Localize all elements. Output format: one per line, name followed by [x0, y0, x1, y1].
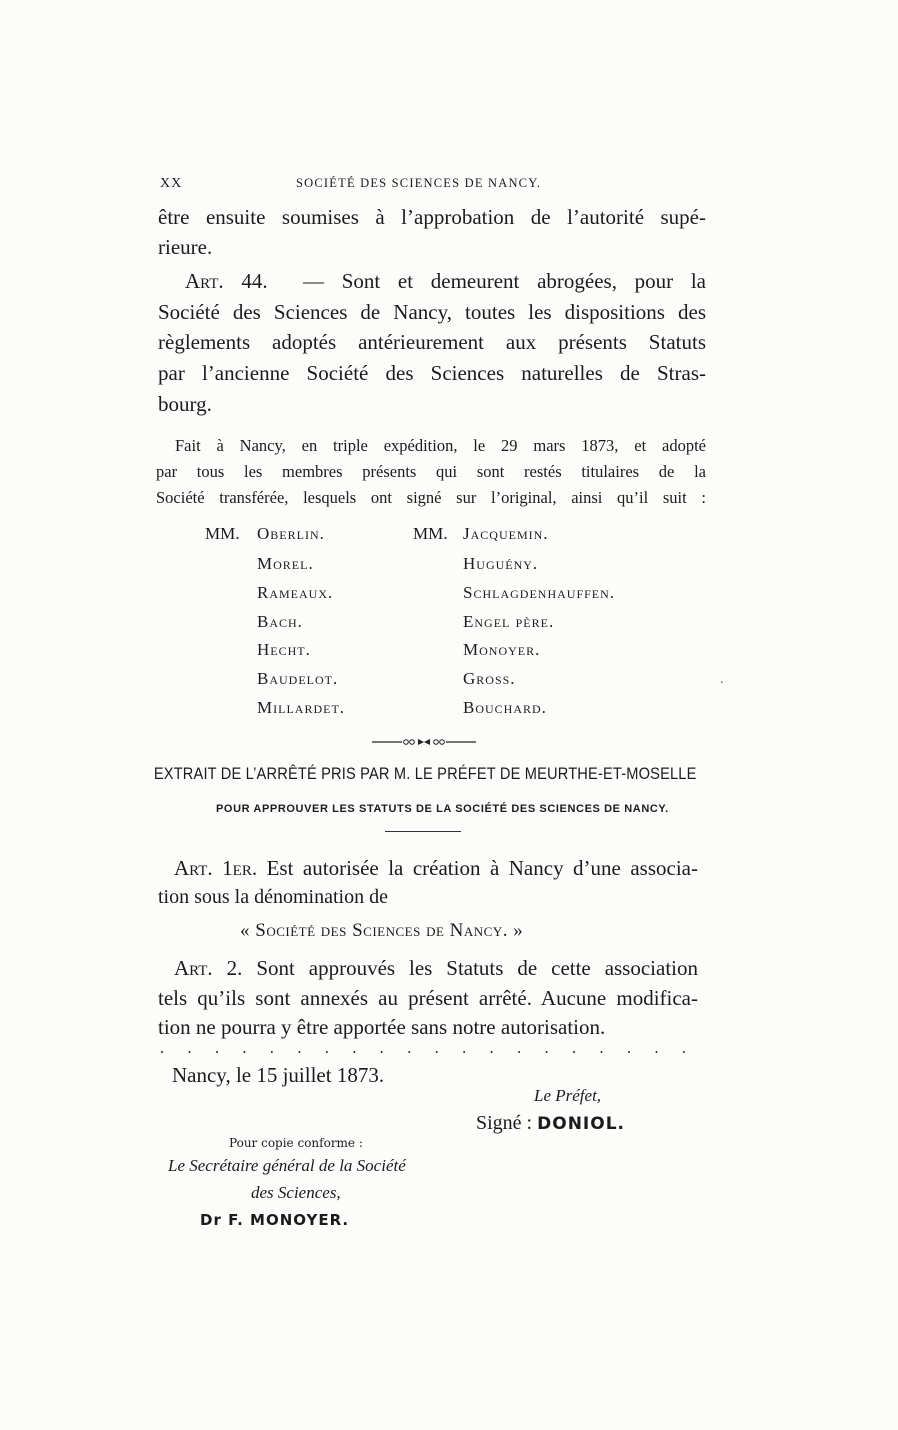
signatory-left: Rameaux.: [257, 583, 334, 602]
ornament-divider: [372, 738, 476, 746]
signatory-right: Gross.: [463, 669, 516, 688]
signe-label: Signé :: [476, 1112, 533, 1134]
copie-label: Pour copie conforme :: [229, 1136, 363, 1150]
body-line: tion ne pourra y être apportée sans notre autorisation.: [158, 1015, 606, 1039]
signatory-left: Bach.: [257, 612, 303, 631]
elision-dots: . . . . . . . . . . . . . . . . . . . .: [160, 1040, 686, 1057]
arrete-date: Nancy, le 15 juillet 1873.: [172, 1063, 385, 1087]
copie-line: Le Secrétaire général de la Société: [168, 1156, 406, 1175]
signatory-right: Schlagdenhauffen.: [463, 583, 616, 602]
copie-signature: Dr F. MONOYER.: [200, 1211, 350, 1229]
article-label: Art. 44.: [185, 269, 268, 293]
body-line: règlements adoptés antérieurement aux présents Statuts: [158, 330, 706, 354]
article-1-first-line: [174, 853, 698, 883]
fait-line: Société transférée, lesquels ont signé sur l’original, ainsi qu’il suit :: [156, 488, 706, 507]
body-line: bourg.: [158, 392, 212, 416]
denomination: « Société des Sciences de Nancy. »: [240, 920, 524, 941]
mm-prefix-right: MM.: [413, 524, 448, 543]
article-text: — Sont et demeurent abrogées, pour la: [303, 269, 706, 293]
signatory-right: Huguény.: [463, 554, 539, 573]
signatory-left: Oberlin.: [257, 524, 325, 543]
signatory-right: Engel père.: [463, 612, 555, 631]
signe-name: DONIOL.: [537, 1114, 625, 1134]
body-line: être ensuite soumises à l’approbation de l’autorité supé-: [158, 205, 706, 229]
body-line: tels qu’ils sont annexés au présent arrêté. Aucune modifica-: [158, 986, 698, 1010]
fait-line: Fait à Nancy, en triple expédition, le 29 mars 1873, et adopté: [175, 436, 706, 455]
article-44-first-line: [185, 266, 706, 296]
signatory-right: Monoyer.: [463, 640, 541, 659]
signatory-left: Hecht.: [257, 640, 311, 659]
body-line: Société des Sciences de Nancy, toutes les dispositions des: [158, 300, 706, 324]
article-label: Art. 2.: [174, 956, 243, 980]
signatory-left: Baudelot.: [257, 669, 339, 688]
signatory-right: Jacquemin.: [463, 524, 549, 543]
signatory-right: Bouchard.: [463, 698, 547, 717]
copie-line: des Sciences,: [251, 1183, 341, 1202]
prefet-signature: [476, 1112, 625, 1135]
body-line: par l’ancienne Société des Sciences naturelles de Stras-: [158, 361, 706, 385]
article-2-first-line: [174, 953, 698, 983]
article-text: Sont approuvés les Statuts de cette association: [256, 956, 699, 980]
stray-mark: .: [720, 672, 724, 687]
section-rule: [385, 831, 461, 832]
body-line: rieure.: [158, 235, 213, 259]
mm-prefix-left: MM.: [205, 524, 240, 543]
body-line: tion sous la dénomination de: [158, 886, 388, 908]
signatory-left: Millardet.: [257, 698, 346, 717]
signatory-left: Morel.: [257, 554, 314, 573]
page-number: XX: [160, 176, 183, 191]
extrait-title: EXTRAIT DE L’ARRÊTÉ PRIS PAR M. LE PRÉFET DE MEURTHE-ET-MOSELLE: [153, 764, 697, 783]
extrait-subtitle: POUR APPROUVER LES STATUTS DE LA SOCIÉTÉ DES SCIENCES DE NANCY.: [216, 803, 669, 815]
article-label: Art. 1er.: [174, 856, 258, 880]
prefet-title: Le Préfet,: [534, 1086, 602, 1105]
article-text: Est autorisée la création à Nancy d’une associa-: [266, 856, 698, 880]
fait-line: par tous les membres présents qui sont restés titulaires de la: [156, 462, 706, 481]
running-title: SOCIÉTÉ DES SCIENCES DE NANCY.: [296, 176, 542, 190]
